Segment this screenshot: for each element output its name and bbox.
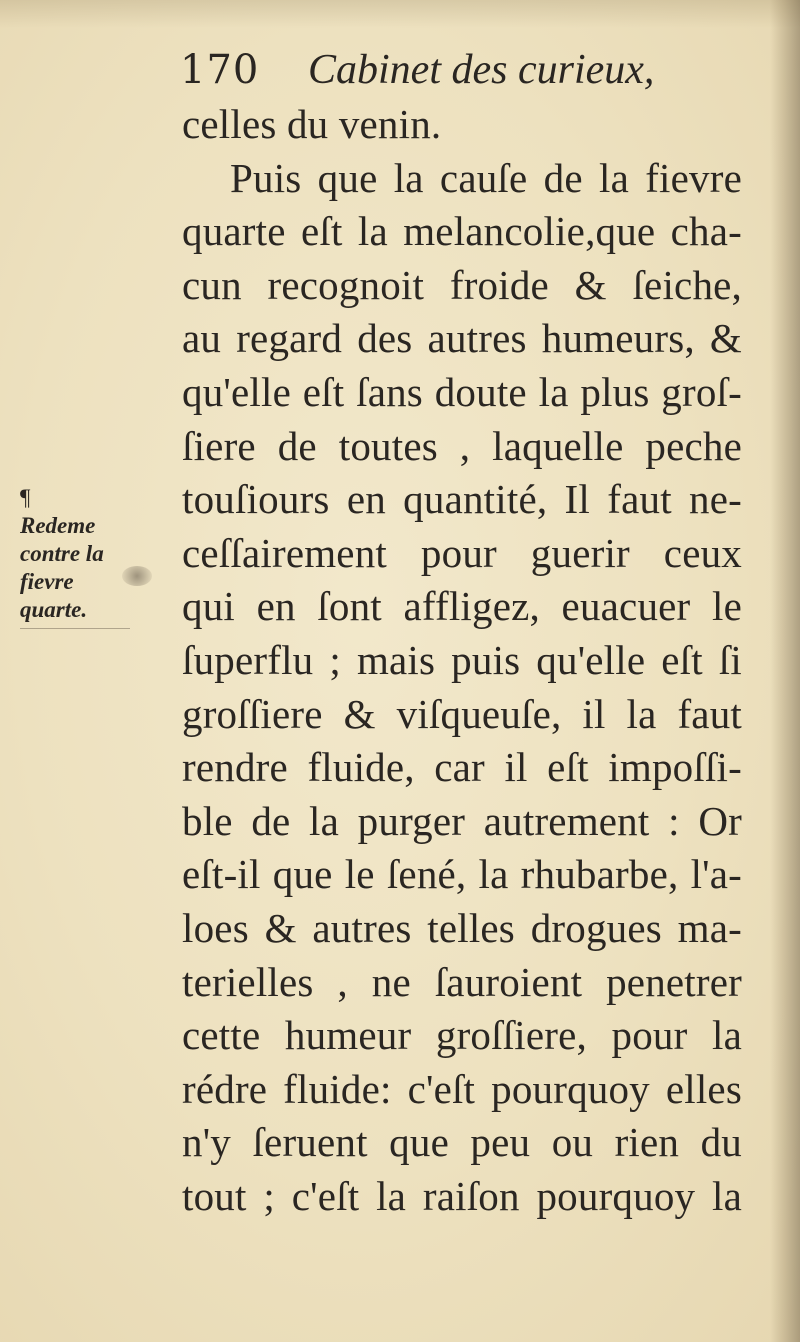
marginal-note: [20, 484, 170, 624]
text-line: Puis que la cauſe de la fievre: [230, 154, 742, 201]
running-title: Cabinet des curieux,: [308, 47, 655, 93]
text-line: eſt-il que le ſené, la rhubarbe, l'a-: [182, 851, 742, 898]
text-line: tout ; c'eſt la raiſon pourquoy la: [182, 1172, 742, 1219]
body-text: [182, 98, 742, 1223]
text-line: au regard des autres humeurs, &: [182, 315, 742, 362]
text-line: rédre fluide: c'eſt pourquoy elles: [182, 1065, 742, 1112]
pilcrow-mark: ¶: [20, 485, 31, 510]
page-number: 170: [180, 47, 260, 93]
text-line: quarte eſt la melancolie,que cha-: [182, 208, 742, 255]
text-line: ble de la purger autrement : Or: [182, 797, 742, 844]
text-line: ſiere de toutes , laquelle peche: [182, 422, 742, 469]
marginal-note-line-1: ¶ Redeme: [20, 484, 170, 540]
page-top-shadow: [0, 0, 800, 28]
text-line: loes & autres telles drogues ma-: [182, 904, 742, 951]
page-gutter-shadow: [770, 0, 800, 1342]
text-line: qui en ſont affligez, euacuer le: [182, 583, 742, 630]
text-line: qu'elle eſt ſans doute la plus groſ-: [182, 368, 742, 415]
marginal-note-line-4: quarte.: [20, 597, 88, 622]
text-line: rendre fluide, car il eſt impoſſi-: [182, 744, 742, 791]
marginal-rule: [20, 628, 130, 629]
text-line: touſiours en quantité, Il faut ne-: [182, 476, 742, 523]
ink-smudge: [122, 566, 152, 586]
text-line: ceſſairement pour guerir ceux: [182, 529, 742, 576]
page-header: [180, 42, 740, 98]
text-line: celles du venin.: [182, 101, 442, 147]
text-line: ſuperflu ; mais puis qu'elle eſt ſi: [182, 636, 742, 683]
text-line: cun recognoit froide & ſeiche,: [182, 261, 742, 308]
marginal-note-line-2: contre la: [20, 541, 104, 566]
marginal-note-line-3: fievre: [20, 569, 74, 594]
text-line: terielles , ne ſauroient penetrer: [182, 958, 742, 1005]
text-line: cette humeur groſſiere, pour la: [182, 1012, 742, 1059]
text-line: groſſiere & viſqueuſe, il la faut: [182, 690, 742, 737]
text-line: n'y ſeruent que peu ou rien du: [182, 1119, 742, 1166]
